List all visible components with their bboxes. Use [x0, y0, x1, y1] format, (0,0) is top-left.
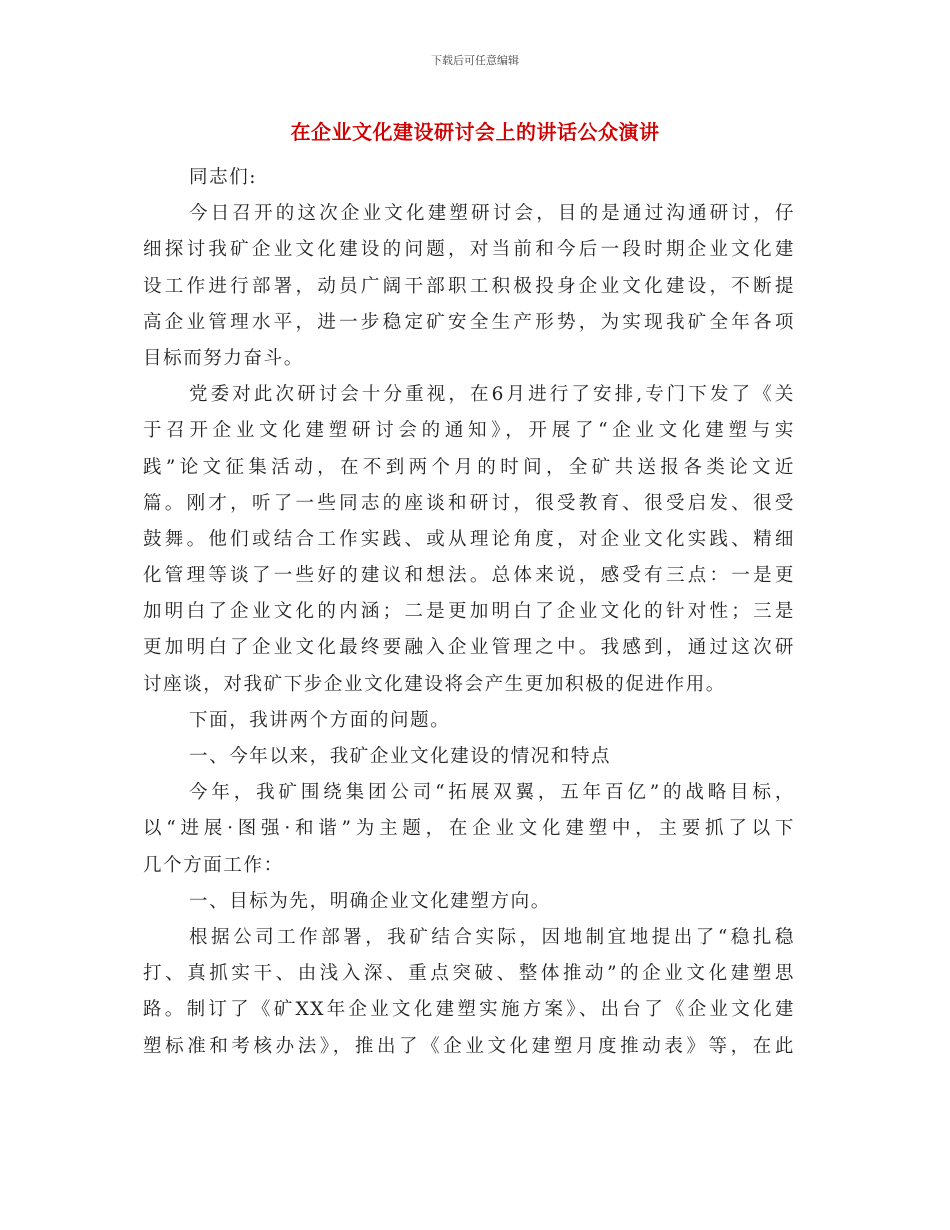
section-heading: 一、目标为先，明确企业文化建塑方向。	[189, 890, 551, 912]
text-line: 于召开企业文化建塑研讨会的通知》，开展了“企业文化建塑与实	[143, 420, 795, 442]
text-line: 塑标准和考核办法》，推出了《企业文化建塑月度推动表》等，在此	[143, 1035, 795, 1057]
text-line: 加明白了企业文化的内涵；二是更加明白了企业文化的针对性；三是	[143, 601, 795, 623]
text-line: 根据公司工作部署，我矿结合实际，因地制宜地提出了“稳扎稳	[189, 926, 795, 948]
text-line: 打、真抓实干、由浅入深、重点突破、整体推动”的企业文化建塑思	[143, 963, 795, 985]
document-body	[143, 160, 795, 1065]
text-line: 党委对此次研讨会十分重视，在6月进行了安排,专门下发了《关	[189, 384, 795, 406]
text-line: 同志们:	[189, 167, 258, 188]
text-line: 化管理等谈了一些好的建议和想法。总体来说，感受有三点：一是更	[143, 565, 795, 587]
text-line: 更加明白了企业文化最终要融入企业管理之中。我感到，通过这次研	[143, 637, 795, 659]
text-line: 目标而努力奋斗。	[143, 347, 304, 369]
section-heading: 一、今年以来，我矿企业文化建设的情况和特点	[189, 746, 612, 767]
text-line: 设工作进行部署，动员广阔干部职工积极投身企业文化建设，不断提	[143, 275, 795, 297]
text-line: 下面，我讲两个方面的问题。	[189, 709, 451, 731]
text-line: 以“进展·图强·和谐”为主题，在企业文化建塑中，主要抓了以下	[143, 818, 795, 840]
text-line: 细探讨我矿企业文化建设的问题，对当前和今后一段时期企业文化建	[143, 239, 795, 261]
text-line: 今日召开的这次企业文化建塑研讨会，目的是通过沟通研讨，仔	[189, 203, 795, 225]
document-title: 在企业文化建设研讨会上的讲话公众演讲	[290, 120, 660, 144]
text-line: 路。制订了《矿XX年企业文化建塑实施方案》、出台了《企业文化建	[143, 999, 795, 1021]
page-header: 下载后可任意编辑	[431, 54, 519, 67]
text-line: 高企业管理水平，进一步稳定矿安全生产形势，为实现我矿全年各项	[143, 311, 795, 333]
text-line: 鼓舞。他们或结合工作实践、或从理论角度，对企业文化实践、精细	[143, 528, 795, 550]
text-line: 篇。刚才，听了一些同志的座谈和研讨，很受教育、很受启发、很受	[143, 492, 795, 514]
text-line: 践”论文征集活动，在不到两个月的时间，全矿共送报各类论文近	[143, 456, 795, 478]
text-line: 几个方面工作：	[143, 854, 284, 876]
text-line: 讨座谈，对我矿下步企业文化建设将会产生更加积极的促进作用。	[143, 673, 726, 695]
text-line: 今年，我矿围绕集团公司“拓展双翼，五年百亿”的战略目标，	[189, 782, 795, 804]
